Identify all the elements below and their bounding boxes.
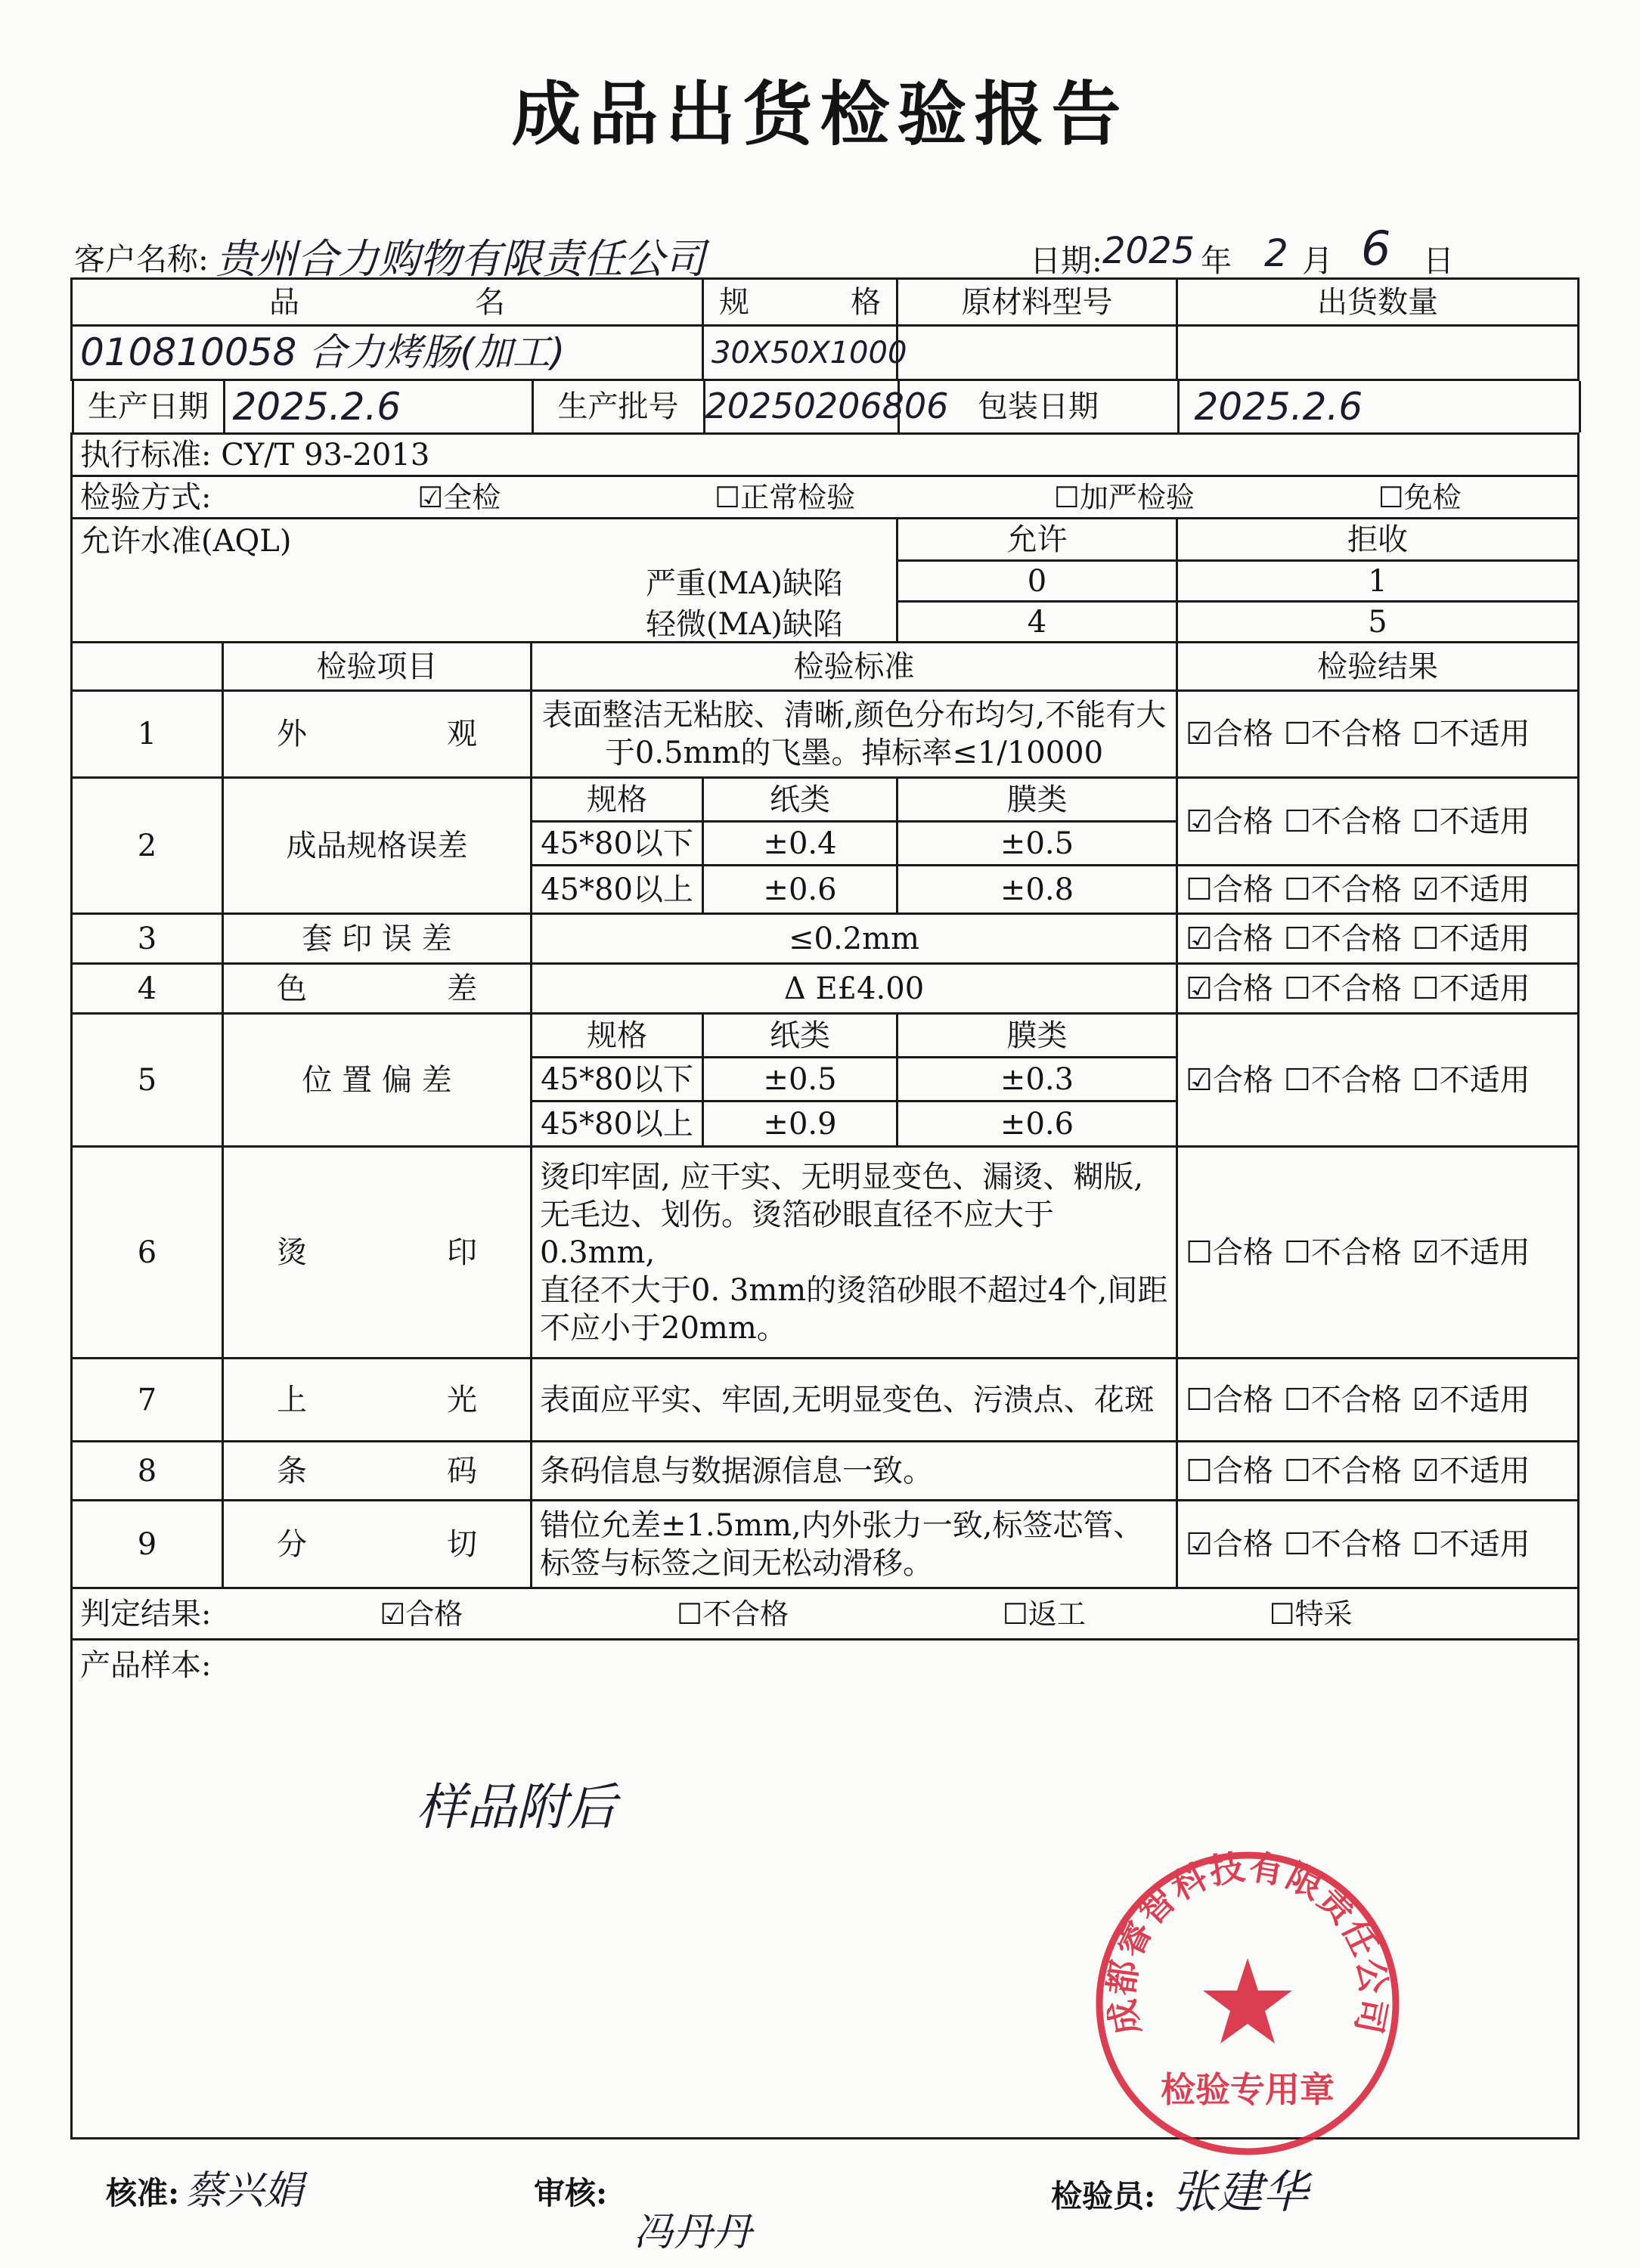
sub-paper-value: ±0.6 xyxy=(703,866,898,914)
verdict-special-check[interactable]: ☐特采 xyxy=(1269,1597,1353,1631)
year-char: 年 xyxy=(1201,243,1232,279)
result-na-check[interactable]: ☐不适用 xyxy=(1412,804,1530,839)
item-name-char-2: 观 xyxy=(447,717,477,751)
sub-paper-header: 纸类 xyxy=(703,778,898,822)
name-header-char-2: 名 xyxy=(475,284,505,320)
table-row xyxy=(72,691,1579,778)
result-na-check[interactable]: ☐不适用 xyxy=(1412,971,1530,1006)
aql-major-accept: 0 xyxy=(898,561,1177,602)
method-strict-check[interactable]: ☐加严检验 xyxy=(1053,480,1195,514)
sub-paper-value: ±0.9 xyxy=(703,1101,898,1147)
standard-line-1: 烫印牢固, 应干实、无明显变色、漏烫、糊版,无毛边、划伤。烫箔砂眼直径不应大于0.3mm, xyxy=(540,1159,1144,1270)
review-label: 审核: xyxy=(534,2175,608,2211)
row-number: 1 xyxy=(72,691,223,778)
row-number: 4 xyxy=(72,964,223,1014)
result-na-check[interactable]: ☑不适用 xyxy=(1412,872,1530,907)
item-result xyxy=(1177,964,1579,1014)
sub-paper-value: ±0.4 xyxy=(703,822,898,866)
item-name xyxy=(223,1442,532,1501)
item-name-char-1: 分 xyxy=(277,1526,307,1562)
aql-major-reject: 1 xyxy=(1177,561,1579,602)
inspector-label: 检验员: xyxy=(1051,2178,1156,2214)
row-number: 3 xyxy=(72,914,223,964)
verdict-pass-check[interactable]: ☑合格 xyxy=(380,1597,463,1631)
product-name-header xyxy=(72,279,703,326)
result-pass-check[interactable]: ☑合格 xyxy=(1186,717,1273,751)
result-pass-check[interactable]: ☑合格 xyxy=(1186,971,1273,1006)
quantity-header: 出货数量 xyxy=(1177,279,1579,326)
result-pass-check[interactable]: ☑合格 xyxy=(1186,1062,1273,1098)
item-name-char-1: 外 xyxy=(277,717,307,751)
row-number: 2 xyxy=(72,778,223,914)
method-normal-check[interactable]: ☐正常检验 xyxy=(715,480,856,514)
spec-value: 30X50X1000 xyxy=(703,326,898,380)
sub-film-value: ±0.6 xyxy=(898,1101,1177,1147)
spec-header-char-2: 格 xyxy=(851,284,881,320)
method-label: 检验方式: xyxy=(80,479,212,515)
result-fail-check[interactable]: ☐不合格 xyxy=(1283,1062,1402,1098)
table-row xyxy=(72,1147,1579,1359)
row-number: 9 xyxy=(72,1501,223,1588)
item-name xyxy=(223,1147,532,1359)
result-na-check[interactable]: ☑不适用 xyxy=(1412,1453,1530,1489)
result-na-check[interactable]: ☐不适用 xyxy=(1412,717,1530,751)
month-char: 月 xyxy=(1302,243,1333,279)
sub-spec-header: 规格 xyxy=(532,778,703,822)
result-pass-check[interactable]: ☐合格 xyxy=(1186,872,1273,907)
result-fail-check[interactable]: ☐不合格 xyxy=(1283,1453,1402,1489)
result-fail-check[interactable]: ☐不合格 xyxy=(1283,804,1402,839)
report-title: 成品出货检验报告 xyxy=(511,74,1129,155)
item-name-char-2: 光 xyxy=(447,1382,477,1418)
sub-spec-value: 45*80以下 xyxy=(532,1058,703,1101)
star-icon xyxy=(1203,1958,1292,2043)
item-name-char-2: 码 xyxy=(447,1453,477,1489)
stamp-bottom-text: 检验专用章 xyxy=(1161,2069,1335,2110)
spec-header xyxy=(703,279,898,326)
result-pass-check[interactable]: ☐合格 xyxy=(1186,1453,1273,1489)
sub-film-header: 膜类 xyxy=(898,1014,1177,1058)
item-name-char-2: 印 xyxy=(447,1235,477,1270)
result-header: 检验结果 xyxy=(1177,643,1579,691)
production-date-value: 2025.2.6 xyxy=(224,381,532,432)
aql-major-label: 严重(MA)缺陷 xyxy=(645,566,843,601)
sample-note: 样品附后 xyxy=(417,1778,616,1836)
result-pass-check[interactable]: ☑合格 xyxy=(1186,804,1273,839)
pack-date-label: 包装日期 xyxy=(898,381,1178,432)
row-number: 5 xyxy=(72,1014,223,1147)
sub-spec-value: 45*80以上 xyxy=(532,1101,703,1147)
item-standard xyxy=(532,1147,1177,1359)
result-pass-check[interactable]: ☑合格 xyxy=(1186,921,1273,956)
item-result xyxy=(1177,866,1579,914)
customer-label: 客户名称: xyxy=(74,241,209,277)
pack-date-value: 2025.2.6 xyxy=(1178,381,1580,432)
result-fail-check[interactable]: ☐不合格 xyxy=(1283,872,1402,907)
item-standard: Δ E£4.00 xyxy=(532,964,1177,1014)
verdict-row xyxy=(72,1588,1579,1640)
production-date-label: 生产日期 xyxy=(73,381,224,432)
item-name: 套 印 误 差 xyxy=(223,914,532,964)
item-standard: ≤0.2mm xyxy=(532,914,1177,964)
name-header-char-1: 品 xyxy=(269,284,299,320)
aql-minor-reject: 5 xyxy=(1177,602,1579,643)
item-name xyxy=(223,1501,532,1588)
table-row xyxy=(72,914,1579,964)
sub-film-header: 膜类 xyxy=(898,778,1177,822)
item-standard: 表面整洁无粘胶、清晰,颜色分布均匀,不能有大于0.5mm的飞墨。掉标率≤1/10000 xyxy=(532,691,1177,778)
standard-header: 检验标准 xyxy=(532,643,1177,691)
review-signature: 冯丹丹 xyxy=(634,2210,752,2255)
item-result xyxy=(1177,1442,1579,1501)
result-na-check[interactable]: ☑不适用 xyxy=(1412,1382,1530,1418)
product-name-value: 010810058 合力烤肠(加工) xyxy=(72,326,703,380)
item-result xyxy=(1177,691,1579,778)
item-header: 检验项目 xyxy=(223,643,532,691)
item-result xyxy=(1177,1501,1579,1588)
item-name: 成品规格误差 xyxy=(223,778,532,914)
aql-minor-label: 轻微(MA)缺陷 xyxy=(645,607,843,642)
inspector-signature: 张建华 xyxy=(1172,2166,1308,2219)
result-fail-check[interactable]: ☐不合格 xyxy=(1283,717,1402,751)
index-header xyxy=(72,643,223,691)
execution-standard: 执行标准: CY/T 93-2013 xyxy=(72,434,1579,476)
table-row xyxy=(72,1501,1579,1588)
quantity-value xyxy=(1177,326,1579,380)
item-standard: 条码信息与数据源信息一致。 xyxy=(532,1442,1177,1501)
result-pass-check[interactable]: ☑合格 xyxy=(1186,1526,1273,1562)
inspection-stamp xyxy=(1089,1845,1406,2162)
verdict-fail-check[interactable]: ☐不合格 xyxy=(677,1597,789,1631)
method-full-check[interactable]: ☑全检 xyxy=(417,480,501,514)
result-fail-check[interactable]: ☐不合格 xyxy=(1283,1382,1402,1418)
customer-value: 贵州合力购物有限责任公司 xyxy=(215,235,705,283)
item-standard: 错位允差±1.5mm,内外张力一致,标签芯管、标签与标签之间无松动滑移。 xyxy=(532,1501,1177,1588)
result-pass-check[interactable]: ☐合格 xyxy=(1186,1382,1273,1418)
sub-spec-value: 45*80以上 xyxy=(532,866,703,914)
standard-line-2: 直径不大于0. 3mm的烫箔砂眼不超过4个,间距不应小于20mm。 xyxy=(540,1272,1168,1346)
date-day: 6 xyxy=(1361,221,1391,276)
inspection-method xyxy=(72,476,1579,519)
item-standard: 表面应平实、牢固,无明显变色、污溃点、花斑 xyxy=(532,1359,1177,1442)
method-exempt-check[interactable]: ☐免检 xyxy=(1378,480,1462,514)
item-result xyxy=(1177,914,1579,964)
item-result xyxy=(1177,1147,1579,1359)
batch-value: 20250206806 xyxy=(704,381,898,432)
aql-minor-accept: 4 xyxy=(898,602,1177,643)
item-result xyxy=(1177,778,1579,866)
row-number: 8 xyxy=(72,1442,223,1501)
result-na-check[interactable]: ☑不适用 xyxy=(1412,1235,1530,1270)
item-name: 位 置 偏 差 xyxy=(223,1014,532,1147)
spec-header-char-1: 规 xyxy=(719,284,749,320)
sub-paper-value: ±0.5 xyxy=(703,1058,898,1101)
aql-label: 允许水准(AQL) xyxy=(80,524,292,559)
batch-label: 生产批号 xyxy=(532,381,704,432)
result-pass-check[interactable]: ☐合格 xyxy=(1186,1235,1273,1270)
material-value xyxy=(898,326,1177,380)
item-name xyxy=(223,691,532,778)
result-fail-check[interactable]: ☐不合格 xyxy=(1283,1235,1402,1270)
item-result xyxy=(1177,1014,1579,1147)
sub-paper-header: 纸类 xyxy=(703,1014,898,1058)
item-result xyxy=(1177,1359,1579,1442)
row-number: 7 xyxy=(72,1359,223,1442)
aql-reject-header: 拒收 xyxy=(1177,519,1579,561)
result-fail-check[interactable]: ☐不合格 xyxy=(1283,921,1402,956)
result-fail-check[interactable]: ☐不合格 xyxy=(1283,1526,1402,1562)
item-name xyxy=(223,964,532,1014)
result-fail-check[interactable]: ☐不合格 xyxy=(1283,971,1402,1006)
stamp-arc-textpath: 成都睿智科技有限责任公司 xyxy=(1100,1845,1395,2039)
sub-spec-value: 45*80以下 xyxy=(532,822,703,866)
item-name xyxy=(223,1359,532,1442)
sub-film-value: ±0.3 xyxy=(898,1058,1177,1101)
table-row xyxy=(72,1359,1579,1442)
aql-accept-header: 允许 xyxy=(898,519,1177,561)
table-row xyxy=(72,964,1579,1014)
verdict-label: 判定结果: xyxy=(80,1596,212,1631)
result-na-check[interactable]: ☐不适用 xyxy=(1412,1526,1530,1562)
date-month: 2 xyxy=(1264,231,1288,275)
table-row xyxy=(72,1442,1579,1501)
sub-film-value: ±0.8 xyxy=(898,866,1177,914)
aql-block xyxy=(72,519,898,643)
item-name-char-2: 切 xyxy=(447,1526,477,1562)
result-na-check[interactable]: ☐不适用 xyxy=(1412,1062,1530,1098)
date-label: 日期: xyxy=(1030,243,1102,279)
result-na-check[interactable]: ☐不适用 xyxy=(1412,921,1530,956)
approve-signature: 蔡兴娟 xyxy=(185,2168,304,2214)
item-name-char-1: 上 xyxy=(277,1382,307,1418)
item-name-char-1: 烫 xyxy=(277,1235,307,1270)
approve-label: 核准: xyxy=(106,2175,180,2211)
row-number: 6 xyxy=(72,1147,223,1359)
date-year: 2025 xyxy=(1102,230,1195,272)
item-name-char-2: 差 xyxy=(447,971,477,1006)
material-header: 原材料型号 xyxy=(898,279,1177,326)
item-name-char-1: 条 xyxy=(277,1453,307,1489)
day-char: 日 xyxy=(1423,243,1454,279)
item-name-char-1: 色 xyxy=(277,971,307,1006)
verdict-rework-check[interactable]: ☐返工 xyxy=(1002,1597,1086,1631)
sub-film-value: ±0.5 xyxy=(898,822,1177,866)
sub-spec-header: 规格 xyxy=(532,1014,703,1058)
sample-label: 产品样本: xyxy=(80,1648,212,1683)
